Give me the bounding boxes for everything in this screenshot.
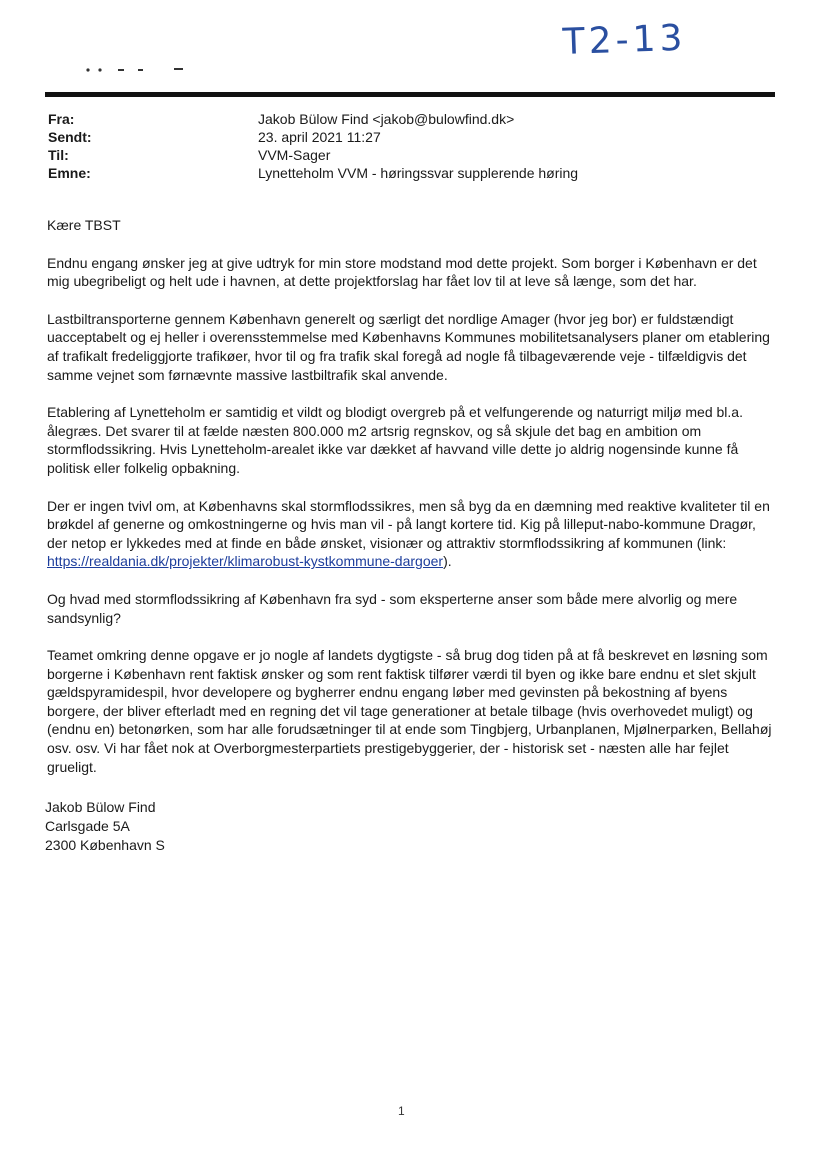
header-to	[48, 146, 768, 164]
scan-artifact	[62, 56, 202, 80]
sender-value: Jakob Bülow Find <jakob@bulowfind.dk>	[258, 111, 515, 127]
body-paragraph: Endnu engang ønsker jeg at give udtryk for min store modstand mod dette projekt. Som borger i København er det mig ubegribeligt og helt ude i havnen, at dette projektforslag har fået lov til at leve så længe, som det har.	[47, 254, 757, 290]
signature-block	[45, 798, 165, 855]
paragraph-text: Der er ingen tvivl om, at Københavns skal stormflodssikres, men så byg da en dæmning med reaktive kvaliteter til en brøkdel af generne og omkostningerne og hvis man vil - på langt kortere tid. Kig på lilleput-nabo-kommune Dragør, der netop er lykkedes med at finde en både ønsket, visionær og attraktiv stormflodssikring af kommunen (link:	[47, 497, 770, 551]
header-label: Emne:	[48, 165, 91, 181]
signature-city: 2300 København S	[45, 837, 165, 853]
header-label: Sendt:	[48, 129, 92, 145]
header-label: Fra:	[48, 111, 75, 127]
body-paragraph-with-link	[47, 497, 775, 571]
header-divider	[45, 92, 775, 97]
subject-value: Lynetteholm VVM - høringssvar supplerende høring	[258, 165, 579, 181]
realdania-link[interactable]: https://realdania.dk/projekter/klimarobust-kystkommune-dargoer	[47, 553, 444, 570]
body-paragraph: Lastbiltransporterne gennem København generelt og særligt det nordlige Amager (hvor jeg bor) er fuldstændigt uacceptabelt og ej heller i overensstemmelse med Københavns Kommunes mobilitetsanalysers planer om etablering af trafikalt fredeliggjorte trafikøer, hvor til og fra trafik skal foregå ad nogle få tilbageværende veje - tilfældigvis det samme vejnet som førnævnte massive lastbiltrafik skal anvende.	[47, 310, 770, 383]
greeting: Kære TBST	[47, 217, 121, 233]
case-stamp: T2-13	[562, 17, 688, 63]
header-label: Til:	[48, 147, 69, 163]
body-paragraph: Etablering af Lynetteholm er samtidig et vildt og blodigt overgreb på et velfungerende og naturrigt miljø med bl.a. ålegræs. Det svarer til at fælde næsten 800.000 m2 artsrig regnskov, og så skjule det bag en ambition om stormflodssikring. Hvis Lynetteholm-arealet ikke var dækket af havvand ville dette jo aldrig nogensinde kunne få politisk eller folkelig opbakning.	[47, 404, 743, 476]
email-body	[47, 216, 775, 795]
page-number: 1	[398, 1104, 405, 1118]
email-headers	[48, 110, 768, 182]
header-subject	[48, 164, 768, 182]
sent-date-value: 23. april 2021 11:27	[258, 129, 381, 145]
paragraph-text: ).	[443, 553, 452, 570]
header-from	[48, 110, 768, 128]
body-paragraph: Teamet omkring denne opgave er jo nogle af landets dygtigste - så brug dog tiden på at få beskrevet en løsning som borgerne i København rent faktisk ønsker og som rent faktisk tilfører værdi til byen og ikke bare endnu et slet skjult gældspyramidespil, hvor developere og bygherrer endnu engang løber med gevinsten på bekostning af byens borgere, der bliver efterladt med en regning det vil tage generationer at betale tilbage (hvis overhovedet muligt) og (endnu en) betonørken, som har alle forudsætninger til at ende som Tingbjerg, Urbanplanen, Mjølnerparken, Bellahøj osv. osv. Vi har fået nok at Overborgmesterpartiets prestigebyggerier, der - historisk set - næsten alle har fejlet grueligt.	[47, 647, 772, 775]
recipient-value: VVM-Sager	[258, 147, 331, 163]
header-sent	[48, 128, 768, 146]
signature-street: Carlsgade 5A	[45, 818, 130, 834]
body-paragraph: Og hvad med stormflodssikring af København fra syd - som eksperterne anser som både mere alvorlig og mere sandsynlig?	[47, 590, 738, 626]
signature-name: Jakob Bülow Find	[45, 799, 156, 815]
